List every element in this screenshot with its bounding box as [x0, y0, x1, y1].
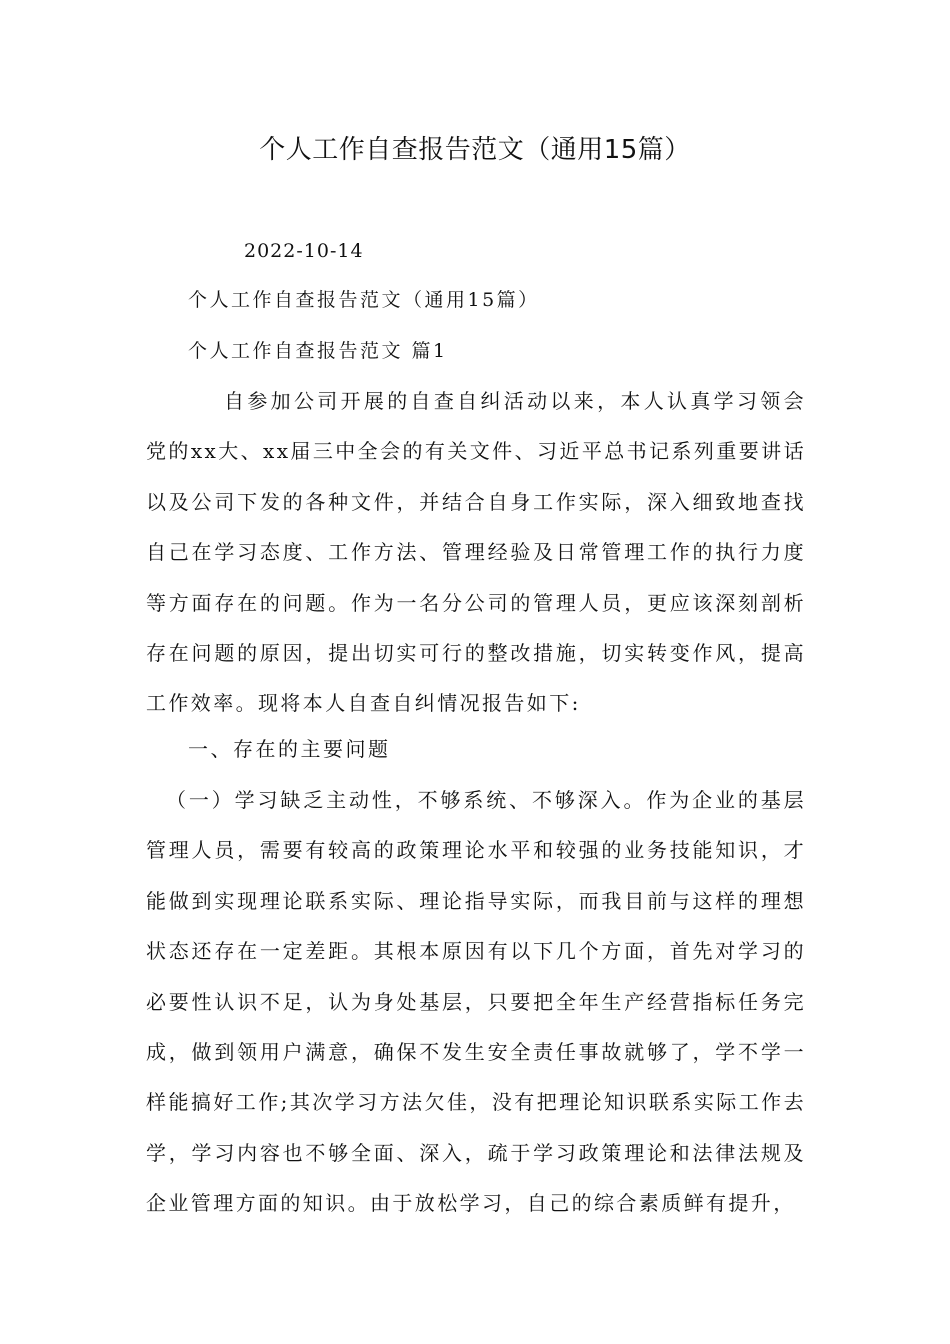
problem-paragraph: （一）学习缺乏主动性，不够系统、不够深入。作为企业的基层管理人员，需要有较高的政策理论水平和较强的业务技能知识，才能做到实现理论联系实际、理论指导实际，而我目前与这样的理想状态还存在一定差距。其根本原因有以下几个方面，首先对学习的必要性认识不足，认为身处基层，只要把全年生产经营指标任务完成，做到领用户满意，确保不发生安全责任事故就够了，学不学一样能搞好工作;其次学习方法欠佳，没有把理论知识联系实际工作去学，学习内容也不够全面、深入，疏于学习政策理论和法律法规及企业管理方面的知识。由于放松学习，自己的综合素质鲜有提升，: [146, 788, 806, 1216]
document-title: 个人工作自查报告范文（通用15篇）: [259, 135, 691, 165]
section-heading: 个人工作自查报告范文 篇1: [188, 340, 448, 362]
intro-paragraph: 自参加公司开展的自查自纠活动以来，本人认真学习领会党的xx大、xx届三中全会的有关文件、习近平总书记系列重要讲话以及公司下发的各种文件，并结合自身工作实际，深入细致地查找自己在学习态度、工作方法、管理经验及日常管理工作的执行力度等方面存在的问题。作为一名分公司的管理人员，更应该深刻剖析存在问题的原因，提出切实可行的整改措施，切实转变作风，提高工作效率。现将本人自查自纠情况报告如下:: [146, 389, 806, 716]
document-subtitle: 个人工作自查报告范文（通用15篇）: [188, 289, 540, 311]
document-date: 2022-10-14: [244, 240, 364, 262]
heading-problems: 一、存在的主要问题: [188, 737, 391, 761]
